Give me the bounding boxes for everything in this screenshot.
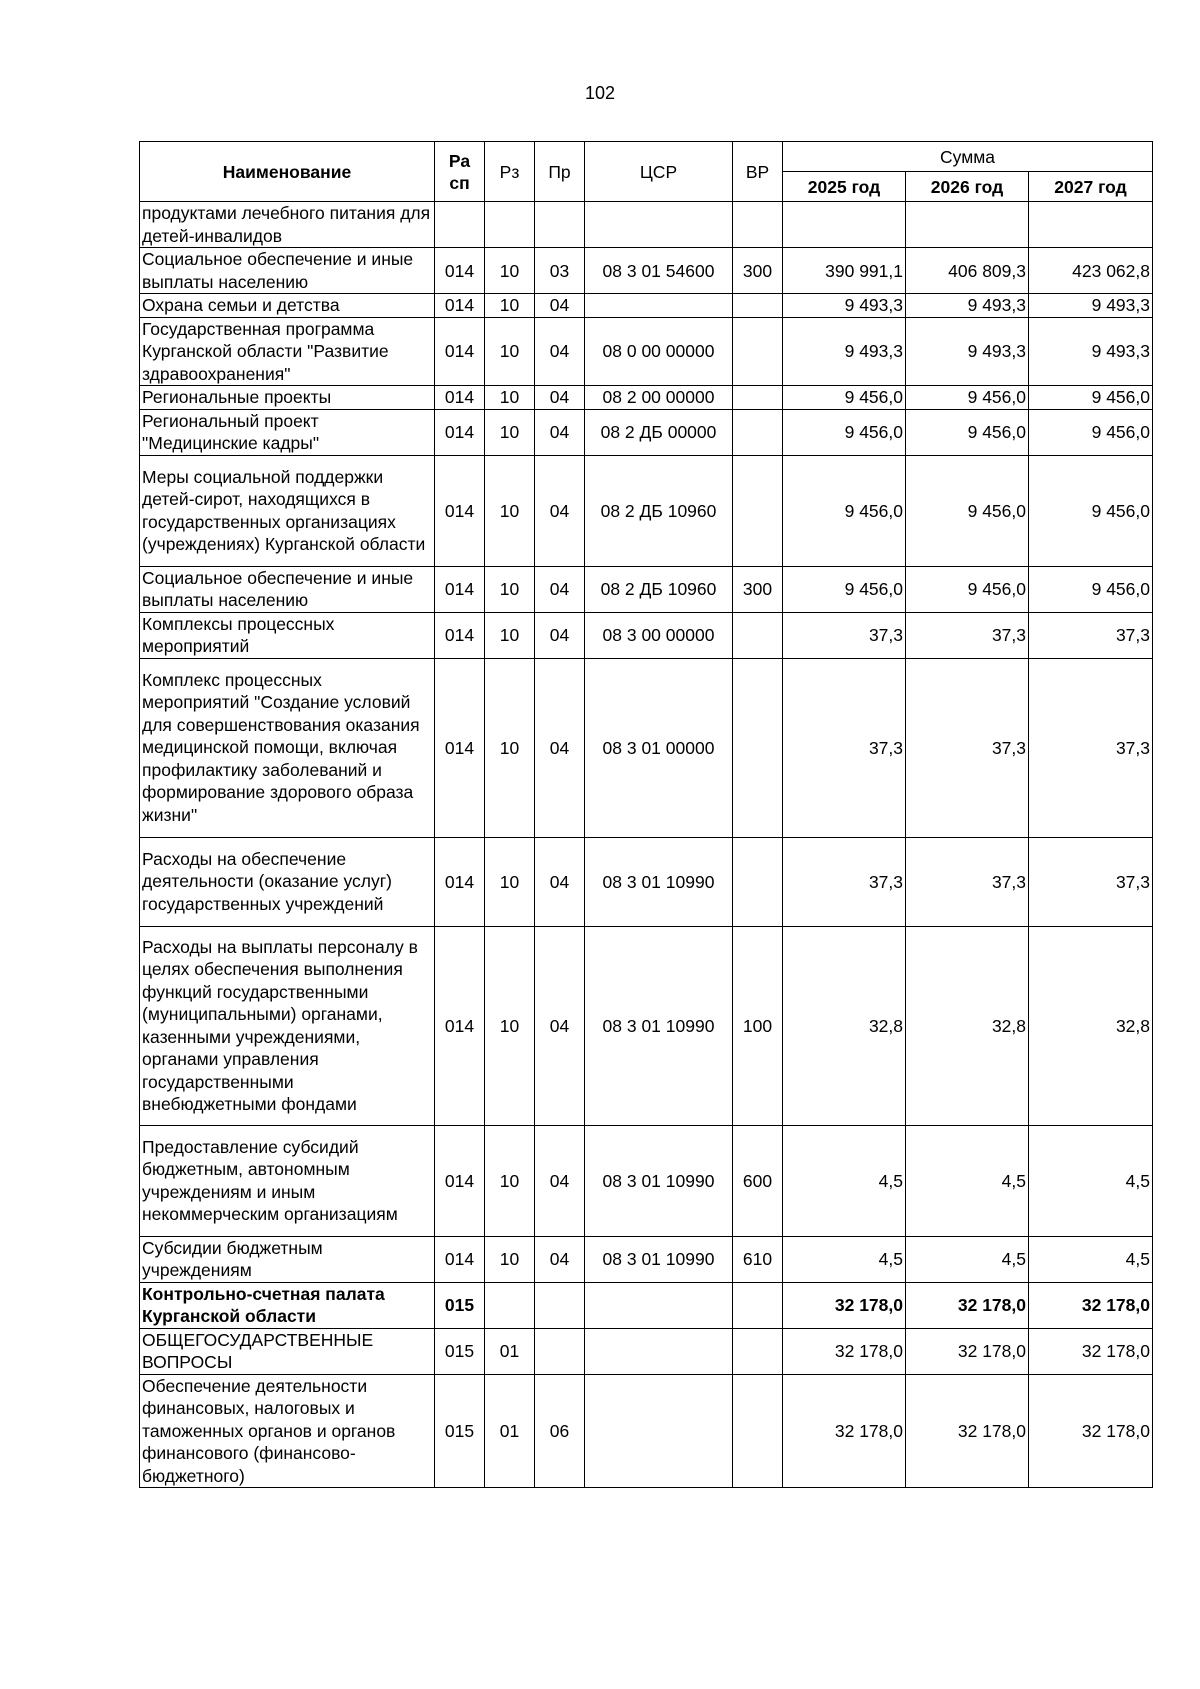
row-sum-2026: 37,3: [906, 612, 1029, 658]
row-csr: 08 3 01 10990: [585, 926, 733, 1125]
row-sum-2025: 32 178,0: [783, 1282, 906, 1328]
row-rz: 10: [485, 658, 535, 837]
row-rasp: 014: [435, 317, 485, 386]
row-sum-2025: 9 493,3: [783, 317, 906, 386]
row-name: Региональный проект "Медицинские кадры": [140, 409, 435, 455]
row-sum-2027: 423 062,8: [1029, 248, 1153, 294]
row-sum-2027: 37,3: [1029, 658, 1153, 837]
row-vr: 610: [733, 1236, 783, 1282]
row-vr: [733, 294, 783, 318]
row-sum-2025: 37,3: [783, 837, 906, 926]
row-rasp: 014: [435, 658, 485, 837]
header-csr: ЦСР: [585, 142, 733, 202]
row-sum-2026: 406 809,3: [906, 248, 1029, 294]
row-rasp: 014: [435, 1236, 485, 1282]
row-sum-2026: 9 493,3: [906, 317, 1029, 386]
row-rasp: [435, 202, 485, 248]
row-vr: [733, 386, 783, 410]
table-row: [140, 294, 1153, 318]
row-csr: 08 2 ДБ 10960: [585, 566, 733, 612]
row-vr: 300: [733, 566, 783, 612]
row-vr: 300: [733, 248, 783, 294]
row-sum-2026: 32 178,0: [906, 1328, 1029, 1374]
table-row: [140, 926, 1153, 1125]
row-name: Охрана семьи и детства: [140, 294, 435, 318]
row-csr: [585, 1328, 733, 1374]
row-rasp: 015: [435, 1328, 485, 1374]
row-vr: [733, 1328, 783, 1374]
table-row: [140, 1236, 1153, 1282]
row-pr: 06: [535, 1374, 585, 1488]
row-name: Региональные проекты: [140, 386, 435, 410]
table-row: [140, 612, 1153, 658]
row-pr: 04: [535, 386, 585, 410]
row-sum-2027: 9 456,0: [1029, 566, 1153, 612]
row-sum-2027: 32 178,0: [1029, 1328, 1153, 1374]
row-rz: 10: [485, 317, 535, 386]
row-vr: 600: [733, 1125, 783, 1236]
row-name: Меры социальной поддержки детей-сирот, находящихся в государственных организациях (учреждениях) Курганской области: [140, 455, 435, 566]
row-rasp: 014: [435, 248, 485, 294]
table-row: [140, 455, 1153, 566]
row-name: Контрольно-счетная палата Курганской области: [140, 1282, 435, 1328]
table-row: [140, 1282, 1153, 1328]
row-pr: 04: [535, 294, 585, 318]
row-csr: 08 2 ДБ 00000: [585, 409, 733, 455]
row-sum-2025: 4,5: [783, 1125, 906, 1236]
row-sum-2026: 9 456,0: [906, 455, 1029, 566]
header-rz: Рз: [485, 142, 535, 202]
row-rz: [485, 202, 535, 248]
row-sum-2025: 9 493,3: [783, 294, 906, 318]
row-pr: 04: [535, 455, 585, 566]
row-pr: 04: [535, 409, 585, 455]
row-name: Комплекс процессных мероприятий "Создание условий для совершенствования оказания медицинской помощи, включая профилактику заболеваний и формирование здорового образа жизни": [140, 658, 435, 837]
row-name: Предоставление субсидий бюджетным, автономным учреждениям и иным некоммерческим организациям: [140, 1125, 435, 1236]
header-rasp: Ра сп: [435, 142, 485, 202]
row-vr: [733, 658, 783, 837]
row-rasp: 014: [435, 455, 485, 566]
row-pr: 04: [535, 1125, 585, 1236]
header-pr: Пр: [535, 142, 585, 202]
row-name: Государственная программа Курганской области "Развитие здравоохранения": [140, 317, 435, 386]
row-csr: 08 0 00 00000: [585, 317, 733, 386]
row-rz: 10: [485, 612, 535, 658]
row-sum-2026: 9 456,0: [906, 409, 1029, 455]
row-sum-2025: 32 178,0: [783, 1374, 906, 1488]
row-name: Расходы на выплаты персоналу в целях обеспечения выполнения функций государственными (муниципальными) органами, казенными учреждениями, органами управления государственными внебюджетными фондами: [140, 926, 435, 1125]
page-number: 102: [584, 83, 616, 103]
header-sum: Сумма: [783, 142, 1153, 172]
table-row: [140, 566, 1153, 612]
row-sum-2027: 32 178,0: [1029, 1282, 1153, 1328]
table-row: [140, 1374, 1153, 1488]
row-sum-2025: 390 991,1: [783, 248, 906, 294]
row-name: продуктами лечебного питания для детей-инвалидов: [140, 202, 435, 248]
row-sum-2027: 32,8: [1029, 926, 1153, 1125]
row-name: Комплексы процессных мероприятий: [140, 612, 435, 658]
row-rz: 01: [485, 1328, 535, 1374]
row-rz: 10: [485, 566, 535, 612]
row-sum-2027: 9 456,0: [1029, 455, 1153, 566]
row-sum-2026: 32 178,0: [906, 1374, 1029, 1488]
row-pr: 04: [535, 926, 585, 1125]
row-rasp: 014: [435, 612, 485, 658]
table-row: [140, 202, 1153, 248]
row-csr: 08 2 00 00000: [585, 386, 733, 410]
row-pr: 04: [535, 612, 585, 658]
row-vr: [733, 455, 783, 566]
row-rz: 10: [485, 926, 535, 1125]
row-sum-2025: 9 456,0: [783, 455, 906, 566]
table-row: [140, 248, 1153, 294]
row-rz: 01: [485, 1374, 535, 1488]
row-csr: 08 3 01 54600: [585, 248, 733, 294]
row-rasp: 015: [435, 1374, 485, 1488]
row-rz: 10: [485, 1125, 535, 1236]
row-sum-2027: 32 178,0: [1029, 1374, 1153, 1488]
row-sum-2027: 9 456,0: [1029, 386, 1153, 410]
row-csr: 08 3 01 10990: [585, 837, 733, 926]
row-csr: [585, 1374, 733, 1488]
row-csr: 08 3 01 10990: [585, 1236, 733, 1282]
row-sum-2027: 37,3: [1029, 612, 1153, 658]
table-row: [140, 409, 1153, 455]
row-sum-2026: [906, 202, 1029, 248]
row-sum-2027: 9 493,3: [1029, 317, 1153, 386]
row-pr: 04: [535, 837, 585, 926]
row-sum-2026: 37,3: [906, 837, 1029, 926]
row-vr: 100: [733, 926, 783, 1125]
row-sum-2026: 9 456,0: [906, 386, 1029, 410]
table-row: [140, 1125, 1153, 1236]
row-sum-2025: 9 456,0: [783, 409, 906, 455]
row-rasp: 014: [435, 1125, 485, 1236]
row-csr: 08 3 00 00000: [585, 612, 733, 658]
row-rz: 10: [485, 1236, 535, 1282]
row-vr: [733, 1374, 783, 1488]
row-rasp: 014: [435, 837, 485, 926]
row-sum-2025: 32,8: [783, 926, 906, 1125]
row-rasp: 015: [435, 1282, 485, 1328]
row-sum-2027: 4,5: [1029, 1236, 1153, 1282]
header-year-2027: 2027 год: [1029, 172, 1153, 202]
header-year-2025: 2025 год: [783, 172, 906, 202]
budget-table: [139, 141, 1153, 1488]
row-vr: [733, 317, 783, 386]
row-vr: [733, 1282, 783, 1328]
row-vr: [733, 409, 783, 455]
row-name: Социальное обеспечение и иные выплаты населению: [140, 566, 435, 612]
row-name: Расходы на обеспечение деятельности (оказание услуг) государственных учреждений: [140, 837, 435, 926]
row-sum-2025: 37,3: [783, 658, 906, 837]
row-sum-2025: 4,5: [783, 1236, 906, 1282]
row-csr: [585, 1282, 733, 1328]
row-sum-2025: 32 178,0: [783, 1328, 906, 1374]
row-name: Обеспечение деятельности финансовых, налоговых и таможенных органов и органов финансового (финансово-бюджетного): [140, 1374, 435, 1488]
row-sum-2026: 32 178,0: [906, 1282, 1029, 1328]
row-sum-2026: 32,8: [906, 926, 1029, 1125]
row-pr: 04: [535, 658, 585, 837]
row-pr: 03: [535, 248, 585, 294]
row-csr: [585, 202, 733, 248]
row-sum-2025: [783, 202, 906, 248]
row-sum-2025: 37,3: [783, 612, 906, 658]
row-csr: 08 3 01 10990: [585, 1125, 733, 1236]
row-sum-2027: 9 493,3: [1029, 294, 1153, 318]
row-csr: [585, 294, 733, 318]
row-sum-2026: 4,5: [906, 1236, 1029, 1282]
table-row: [140, 386, 1153, 410]
row-rz: 10: [485, 248, 535, 294]
row-csr: 08 2 ДБ 10960: [585, 455, 733, 566]
row-rz: 10: [485, 837, 535, 926]
row-sum-2026: 9 493,3: [906, 294, 1029, 318]
row-pr: [535, 202, 585, 248]
row-name: Субсидии бюджетным учреждениям: [140, 1236, 435, 1282]
row-rasp: 014: [435, 409, 485, 455]
header-name: Наименование: [140, 142, 435, 202]
row-sum-2025: 9 456,0: [783, 566, 906, 612]
row-pr: 04: [535, 1236, 585, 1282]
row-name: ОБЩЕГОСУДАРСТВЕННЫЕ ВОПРОСЫ: [140, 1328, 435, 1374]
row-sum-2027: [1029, 202, 1153, 248]
row-pr: [535, 1282, 585, 1328]
row-vr: [733, 202, 783, 248]
row-sum-2025: 9 456,0: [783, 386, 906, 410]
row-rasp: 014: [435, 566, 485, 612]
row-rasp: 014: [435, 386, 485, 410]
row-pr: [535, 1328, 585, 1374]
row-pr: 04: [535, 566, 585, 612]
row-pr: 04: [535, 317, 585, 386]
row-rz: [485, 1282, 535, 1328]
row-vr: [733, 837, 783, 926]
row-sum-2027: 37,3: [1029, 837, 1153, 926]
row-vr: [733, 612, 783, 658]
row-sum-2027: 9 456,0: [1029, 409, 1153, 455]
header-year-2026: 2026 год: [906, 172, 1029, 202]
row-rz: 10: [485, 294, 535, 318]
header-vr: ВР: [733, 142, 783, 202]
row-name: Социальное обеспечение и иные выплаты населению: [140, 248, 435, 294]
row-rz: 10: [485, 409, 535, 455]
table-row: [140, 837, 1153, 926]
table-row: [140, 658, 1153, 837]
row-rz: 10: [485, 386, 535, 410]
row-sum-2026: 4,5: [906, 1125, 1029, 1236]
row-csr: 08 3 01 00000: [585, 658, 733, 837]
row-sum-2026: 37,3: [906, 658, 1029, 837]
row-rz: 10: [485, 455, 535, 566]
row-sum-2026: 9 456,0: [906, 566, 1029, 612]
row-rasp: 014: [435, 926, 485, 1125]
row-rasp: 014: [435, 294, 485, 318]
table-row: [140, 317, 1153, 386]
row-sum-2027: 4,5: [1029, 1125, 1153, 1236]
table-row: [140, 1328, 1153, 1374]
